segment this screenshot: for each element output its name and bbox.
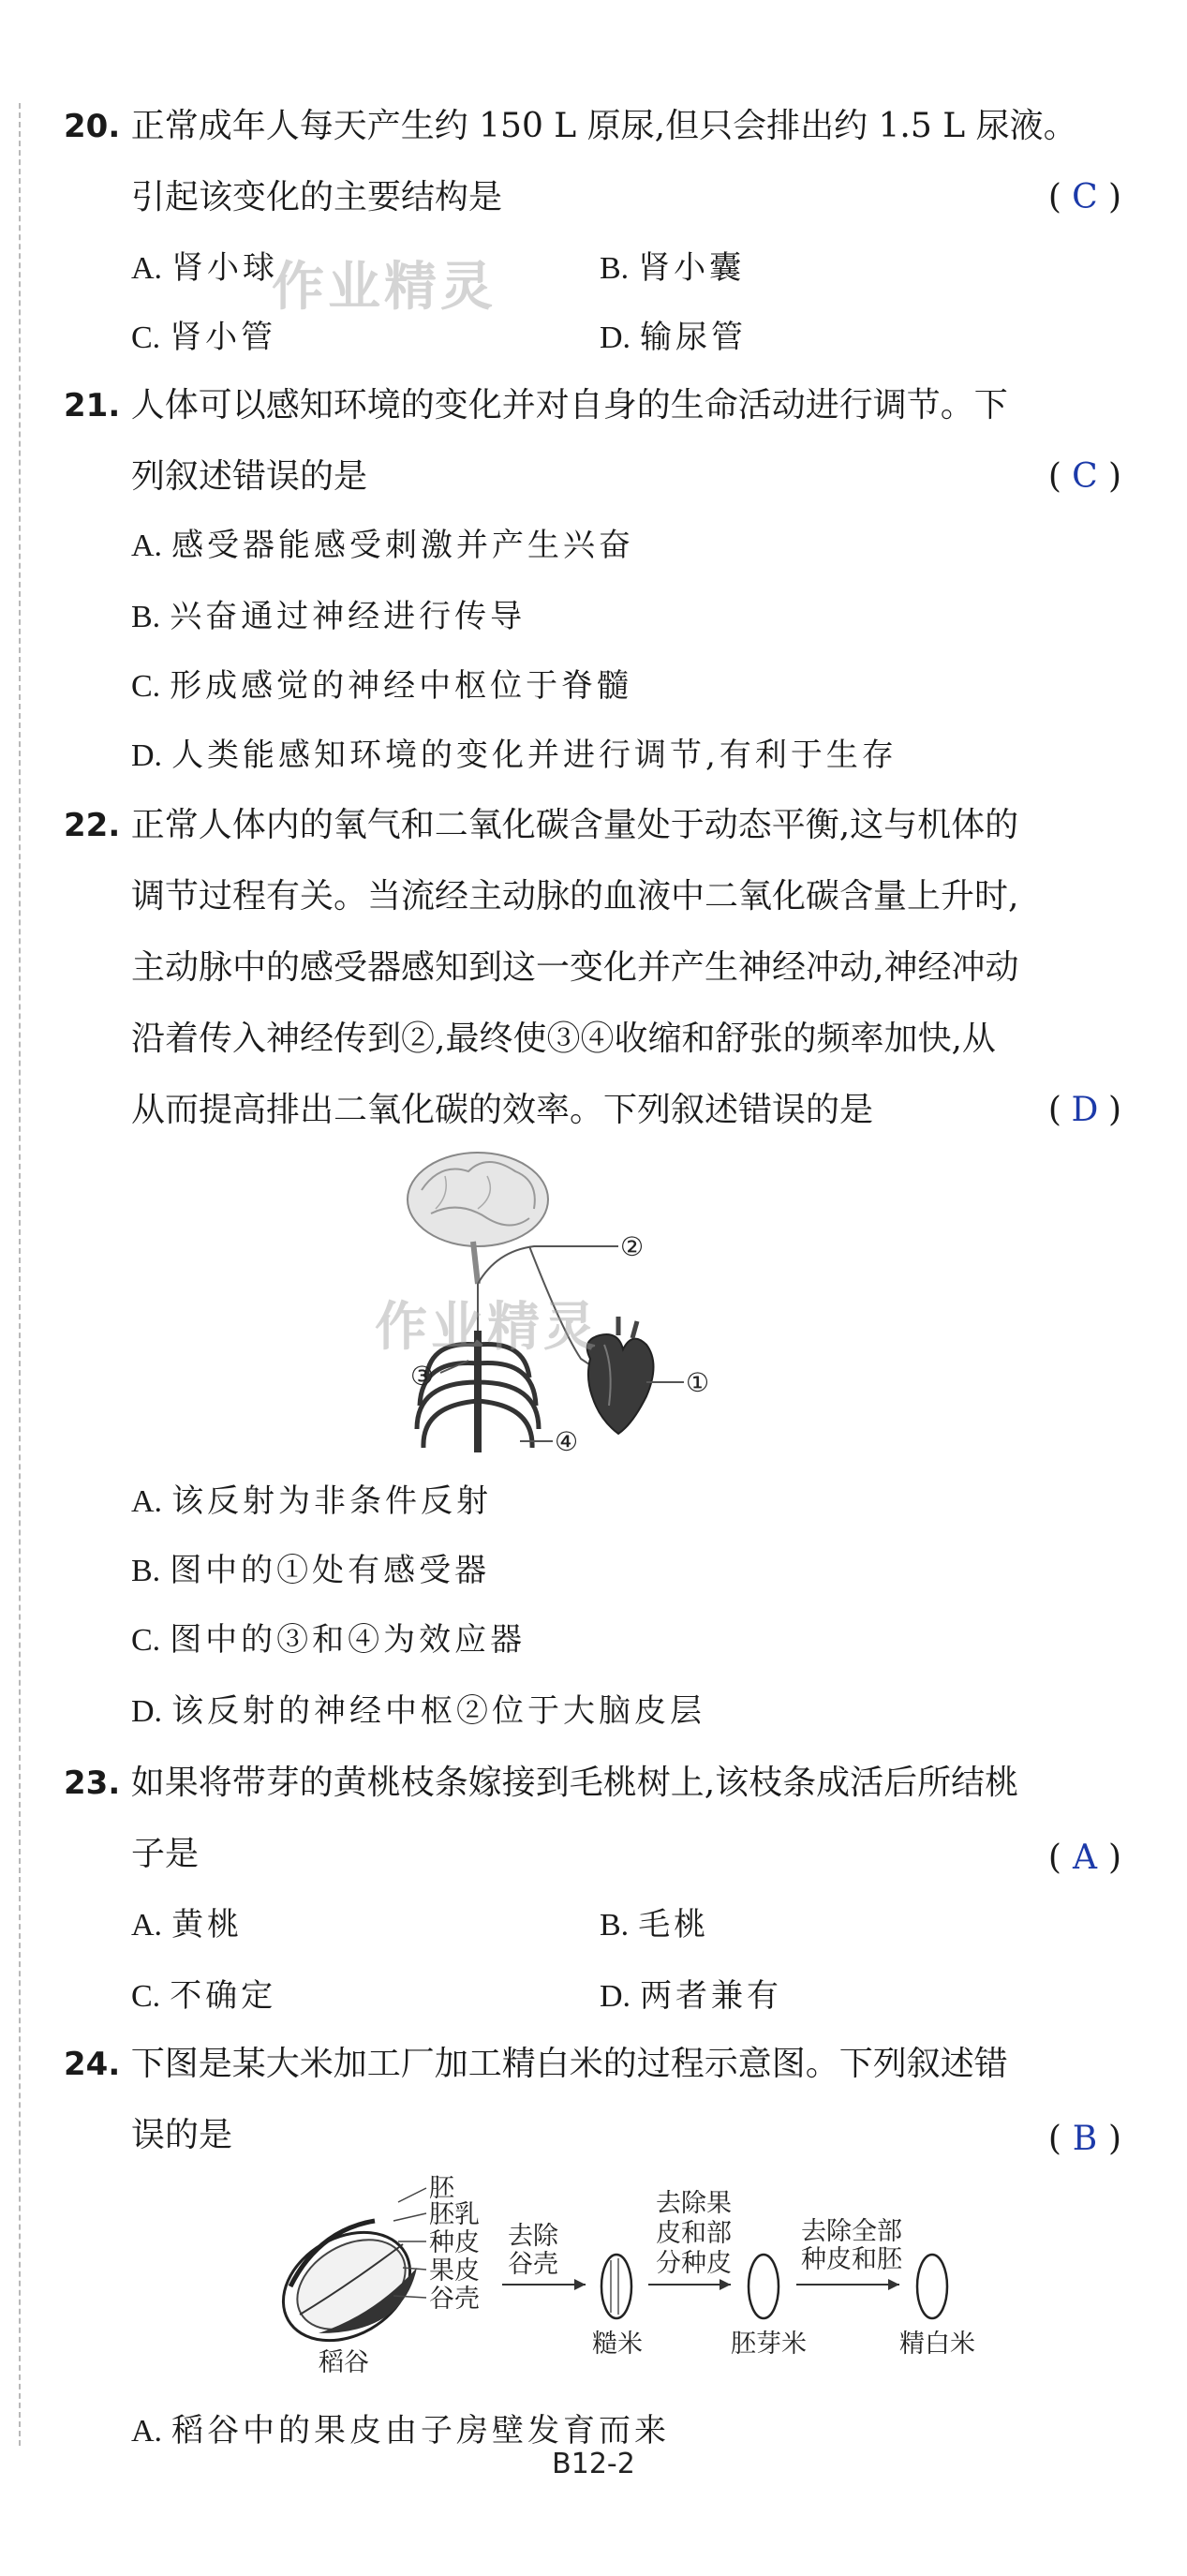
q22-stem-2: 调节过程有关。当流经主动脉的血液中二氧化碳含量上升时, [131, 877, 1019, 916]
q22-option-a[interactable]: A. 该反射为非条件反射 [131, 1482, 493, 1520]
product3: 精白米 [899, 2330, 975, 2359]
q23-answer: A [1072, 1839, 1097, 1877]
q24-number: 24. [64, 2046, 121, 2083]
binding-dashed-line [19, 103, 21, 2446]
q20-option-b[interactable]: B. 肾小囊 [600, 249, 746, 287]
rice-grain-illustration [264, 2211, 430, 2362]
grain-part-embryo: 胚 [429, 2174, 454, 2203]
brain-illustration [408, 1153, 548, 1284]
q23-answer-bracket: ( A ) [1048, 1837, 1121, 1880]
q20-line1 [64, 105, 1077, 148]
q23-stem-1: 如果将带芽的黄桃枝条嫁接到毛桃树上,该枝条成活后所结桃 [130, 1764, 1019, 1802]
q20-stem-2: 引起该变化的主要结构是 [131, 178, 503, 216]
q22-stem-4: 沿着传入神经传到②,最终使③④收缩和舒张的频率加快,从 [131, 1020, 996, 1058]
q23-option-c[interactable]: C. 不确定 [131, 1977, 277, 2015]
q20-option-c[interactable]: C. 肾小管 [131, 319, 277, 356]
polished-rice-icon [917, 2255, 947, 2318]
q21-number: 21. [64, 387, 121, 424]
q24-answer-bracket: ( B ) [1048, 2118, 1121, 2161]
rice-process-diagram [262, 2174, 1012, 2390]
q23-line1 [64, 1762, 1018, 1805]
grain-part-pericarp: 果皮 [429, 2256, 480, 2286]
q24-line1 [64, 2043, 1008, 2086]
q23-option-d[interactable]: D. 两者兼有 [600, 1977, 783, 2015]
q22-stem-1: 正常人体内的氧气和二氧化碳含量处于动态平衡,这与机体的 [130, 806, 1019, 844]
q22-answer-bracket: ( D ) [1048, 1089, 1121, 1132]
step2-line1: 去除果 [656, 2189, 732, 2218]
q24-option-a[interactable]: A. 稻谷中的果皮由子房壁发育而来 [131, 2412, 671, 2449]
grain-part-seed-coat: 种皮 [429, 2228, 480, 2257]
nerve-to-brainstem [478, 1246, 543, 1284]
q21-line1 [64, 384, 1008, 427]
q22-stem-3: 主动脉中的感受器感知到这一变化并产生神经冲动,神经冲动 [131, 948, 1019, 987]
q21-option-c[interactable]: C. 形成感觉的神经中枢位于脊髓 [131, 667, 633, 705]
watermark-2: 作业精灵 [375, 1297, 600, 1358]
q20-answer-bracket: ( C ) [1048, 176, 1121, 219]
step3-line1: 去除全部 [801, 2217, 902, 2246]
q22-line1 [64, 804, 1018, 847]
grain-name: 稻谷 [319, 2348, 369, 2377]
q21-stem-2: 列叙述错误的是 [131, 457, 368, 496]
q20-option-d[interactable]: D. 输尿管 [600, 319, 748, 356]
q22-answer: D [1071, 1091, 1099, 1129]
germ-rice-icon [749, 2255, 779, 2318]
label-4: ④ [555, 1426, 579, 1457]
q22-stem-5: 从而提高排出二氧化碳的效率。下列叙述错误的是 [131, 1091, 874, 1129]
q21-answer: C [1072, 457, 1098, 496]
q21-option-a[interactable]: A. 感受器能感受刺激并产生兴奋 [131, 527, 635, 564]
q22-option-c[interactable]: C. 图中的③和④为效应器 [131, 1621, 527, 1659]
step3-line2: 种皮和胚 [801, 2245, 902, 2274]
q22-option-b[interactable]: B. 图中的①处有感受器 [131, 1552, 491, 1589]
q24-stem-2: 误的是 [131, 2116, 233, 2154]
q21-option-b[interactable]: B. 兴奋通过神经进行传导 [131, 598, 527, 635]
q23-stem-2: 子是 [131, 1835, 200, 1873]
brown-rice-icon [601, 2255, 631, 2318]
q21-stem-1: 人体可以感知环境的变化并对自身的生命活动进行调节。下 [130, 386, 1008, 424]
q24-stem-1: 下图是某大米加工厂加工精白米的过程示意图。下列叙述错 [130, 2045, 1008, 2083]
step1-line2: 谷壳 [508, 2250, 558, 2279]
step2-line3: 分种皮 [656, 2249, 732, 2278]
q21-option-d[interactable]: D. 人类能感知环境的变化并进行调节,有利于生存 [131, 737, 898, 774]
q20-stem-1: 正常成年人每天产生约 150 L 原尿,但只会排出约 1.5 L 尿液。 [130, 107, 1077, 145]
q21-answer-bracket: ( C ) [1048, 455, 1121, 499]
q22-number: 22. [64, 807, 121, 844]
q22-option-d[interactable]: D. 该反射的神经中枢②位于大脑皮层 [131, 1692, 706, 1730]
page-number: B12-2 [552, 2448, 635, 2480]
q23-option-b[interactable]: B. 毛桃 [600, 1906, 710, 1943]
q23-number: 23. [64, 1764, 121, 1802]
step2-line2: 皮和部 [656, 2219, 732, 2248]
q23-option-a[interactable]: A. 黄桃 [131, 1906, 244, 1943]
label-2: ② [620, 1231, 645, 1262]
step1-line1: 去除 [508, 2222, 558, 2251]
q20-number: 20. [64, 108, 121, 145]
q24-answer: B [1072, 2120, 1098, 2158]
grain-part-husk: 谷壳 [429, 2285, 480, 2314]
label-3: ③ [410, 1361, 435, 1392]
product1: 糙米 [592, 2330, 643, 2359]
watermark-1: 作业精灵 [272, 257, 497, 318]
grain-part-endosperm: 胚乳 [429, 2200, 480, 2229]
q20-answer: C [1072, 178, 1098, 216]
product2: 胚芽米 [731, 2330, 807, 2359]
label-1: ① [686, 1367, 710, 1398]
q20-option-a[interactable]: A. 肾小球 [131, 249, 279, 287]
